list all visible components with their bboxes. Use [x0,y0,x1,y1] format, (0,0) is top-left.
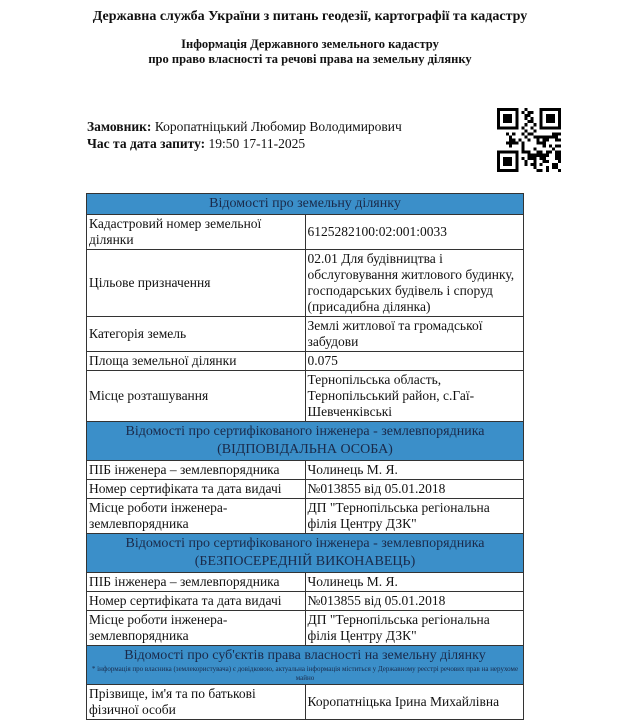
row-label: Номер сертифіката та дата видачі [87,592,306,611]
row-label: Площа земельної ділянки [87,352,306,371]
time-line [87,135,402,152]
section-note: * інформація про власника (землекористувача) є довідковою, актуальна інформація міститься у Державному реєстрі речових прав на нерухоме майно [91,665,519,682]
row-value: Чолинець М. Я. [305,573,524,592]
row-value: Землі житлової та громадської забудови [305,317,524,352]
customer-line [87,118,402,135]
table-row [87,352,524,371]
cadastre-table [86,193,524,720]
row-value: Коропатніцька Ірина Михайлівна [305,685,524,720]
section-header [87,194,524,215]
row-label: Кадастровий номер земельної ділянки [87,215,306,250]
row-label: Категорія земель [87,317,306,352]
section-title-text: Відомості про сертифікованого інженера - землевпорядника (ВІДПОВІДАЛЬНА ОСОБА) [125,424,485,457]
section-title-text: Відомості про сертифікованого інженера - землевпорядника (БЕЗПОСЕРЕДНІЙ ВИКОНАВЕЦЬ) [125,536,485,569]
section-title [87,422,524,461]
row-label: ПІБ інженера – землевпорядника [87,461,306,480]
row-value: Чолинець М. Я. [305,461,524,480]
table-row [87,461,524,480]
document-title [0,37,620,67]
section-title-text: Відомості про суб'єктів права власності на земельну ділянку [124,648,486,663]
section-header [87,534,524,573]
agency-title: Державна служба України з питань геодезії, картографії та кадастру [92,9,528,24]
table-row [87,499,524,534]
row-value: 02.01 Для будівництва і обслуговування житлового будинку, господарських будівель і споруд (присадибна ділянка) [305,250,524,317]
section-title-text: Відомості про земельну ділянку [209,196,401,211]
section-header [87,646,524,685]
qr-code-icon [497,108,561,172]
row-label: Прізвище, ім'я та по батькові фізичної особи [87,685,306,720]
row-value: 6125282100:02:001:0033 [305,215,524,250]
table-row [87,317,524,352]
row-value: №013855 від 05.01.2018 [305,480,524,499]
request-info [87,118,402,152]
table-row [87,215,524,250]
customer-label: Замовник: [87,119,152,134]
section-title [87,646,524,685]
customer-name: Коропатніцький Любомир Володимирович [154,119,402,134]
title-line-2: про право власності та речові права на земельну ділянку [148,52,472,66]
table-row [87,611,524,646]
row-value: №013855 від 05.01.2018 [305,592,524,611]
row-label: Цільове призначення [87,250,306,317]
table-row [87,371,524,422]
time-label: Час та дата запиту: [87,136,206,151]
row-label: Місце розташування [87,371,306,422]
row-value: ДП "Тернопільська регіональна філія Центру ДЗК" [305,499,524,534]
row-label: Номер сертифіката та дата видачі [87,480,306,499]
row-value: Тернопільська область, Тернопільський район, с.Гаї-Шевченківські [305,371,524,422]
row-value: 0.075 [305,352,524,371]
row-label: ПІБ інженера – землевпорядника [87,573,306,592]
table-row [87,250,524,317]
table-row [87,685,524,720]
request-time: 19:50 17-11-2025 [208,136,306,151]
section-header [87,422,524,461]
section-title [87,194,524,215]
table-row [87,480,524,499]
section-title [87,534,524,573]
table-row [87,573,524,592]
table-row [87,592,524,611]
row-label: Місце роботи інженера-землевпорядника [87,611,306,646]
row-label: Місце роботи інженера-землевпорядника [87,499,306,534]
title-line-1: Інформація Державного земельного кадастру [181,37,439,51]
row-value: ДП "Тернопільська регіональна філія Центру ДЗК" [305,611,524,646]
